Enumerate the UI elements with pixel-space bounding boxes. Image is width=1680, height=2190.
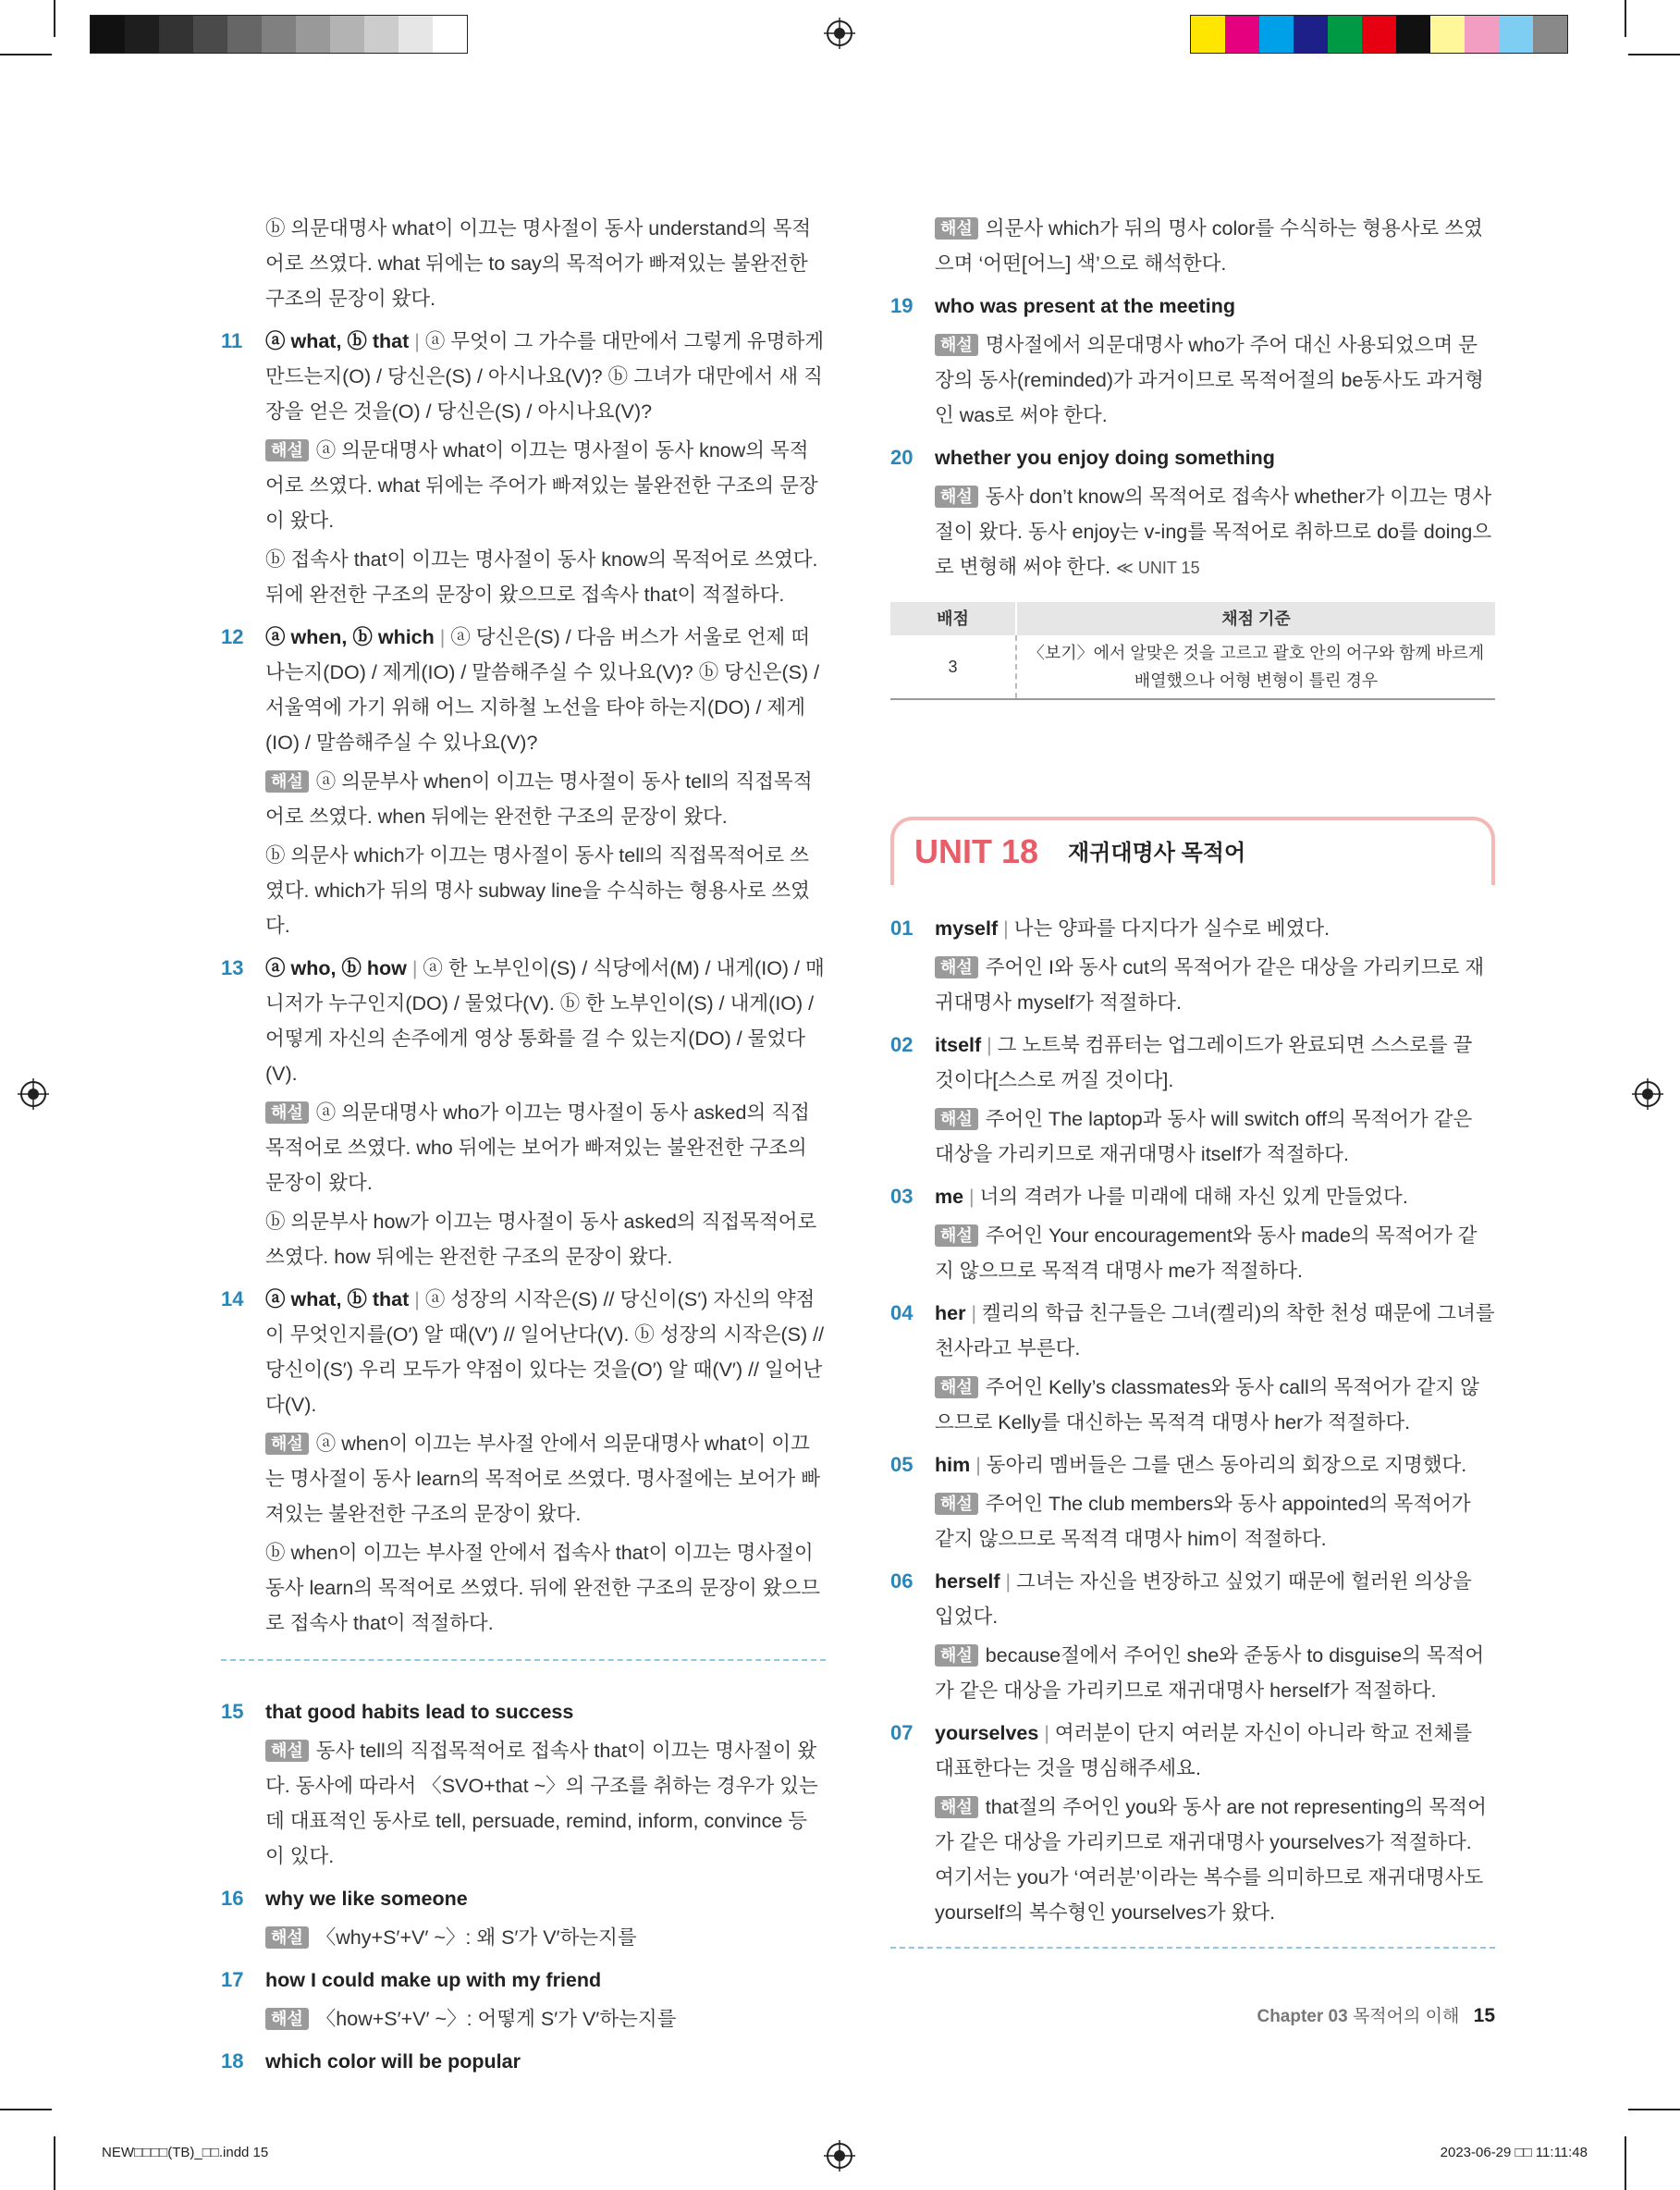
section-divider [221, 1659, 826, 1661]
answer-item [890, 440, 1495, 585]
answer-item [221, 324, 826, 612]
explanation-paragraph [265, 542, 826, 612]
translation-text: ⓐ 당신은(S) / 다음 버스가 서울로 언제 떠나는지(DO) / 제게(IO) / 말씀해주실 수 있나요(V)? ⓑ 당신은(S) / 서울역에 가기 위해 어느 지하철 노선을 타야 하는지(DO) / 제게(IO) / 말씀해주실 수 있나요(V)? [265, 626, 820, 754]
answer-text: itself [935, 1034, 982, 1056]
answer-text: whether you enjoy doing something [935, 447, 1275, 469]
answer-item [890, 1447, 1495, 1556]
explanation-paragraph [265, 1920, 826, 1955]
explanation-text: 동사 don’t know의 목적어로 접속사 whether가 이끄는 명사절이 왔다. 동사 enjoy는 v-ing를 목적어로 취하므로 do를 doing으로 변형해 써야 한다. [935, 486, 1492, 578]
answer-line [935, 1179, 1495, 1214]
explanation-badge: 해설 [935, 486, 978, 508]
slug-filename: NEW□□□□(TB)_□□.indd 15 [102, 2145, 269, 2160]
answer-line [935, 911, 1495, 946]
explanation-badge: 해설 [935, 1224, 978, 1247]
separator-glyph: | [965, 1302, 983, 1324]
unit-header [890, 817, 1495, 885]
explanation-paragraph [935, 1790, 1495, 1930]
continued-explanation [890, 211, 1495, 281]
explanation-text: ⓑ 의문대명사 what이 이끄는 명사절이 동사 understand의 목적어로 쓰였다. what 뒤에는 to say의 목적어가 빠져있는 불완전한 구조의 문장이 왔다. [265, 217, 812, 310]
explanation-paragraph [265, 1204, 826, 1274]
explanation-paragraph [935, 1486, 1495, 1556]
item-number: 05 [890, 1453, 914, 1476]
explanation-badge: 해설 [265, 770, 309, 793]
explanation-paragraph [935, 1638, 1495, 1708]
separator-glyph: | [409, 1288, 425, 1310]
table-header-criteria: 채점 기준 [1016, 602, 1495, 635]
separator-glyph: | [998, 917, 1014, 940]
item-number: 14 [221, 1287, 244, 1310]
explanation-badge: 해설 [265, 2008, 309, 2030]
item-number: 11 [221, 329, 243, 352]
explanation-text: that절의 주어인 you와 동사 are not representing의 목적어가 같은 대상을 가리키므로 재귀대명사 yourselves가 적절하다. 여기서는 you가 ‘여러분’이라는 복수를 의미하므로 재귀대명사도 yourself의 복수형인 yourselves가 왔다. [935, 1796, 1487, 1924]
crop-mark [1625, 2136, 1626, 2190]
crop-mark [1628, 54, 1680, 55]
explanation-badge: 해설 [265, 439, 309, 461]
table-cell-score: 3 [890, 635, 1016, 699]
answer-item [221, 2044, 826, 2079]
explanation-text: 〈how+S′+V′ ~〉: 어떻게 S′가 V′하는지를 [315, 2008, 677, 2030]
registration-mark-icon [824, 18, 855, 49]
separator-glyph: | [981, 1034, 998, 1056]
explanation-badge: 해설 [935, 1376, 978, 1398]
explanation-paragraph [265, 1535, 826, 1641]
explanation-text: 주어인 The club members와 동사 appointed의 목적어가 같지 않으므로 목적격 대명사 him이 적절하다. [935, 1493, 1471, 1550]
answer-line [265, 324, 826, 429]
answer-text: which color will be popular [265, 2050, 521, 2073]
explanation-badge: 해설 [935, 1644, 978, 1667]
translation-text: ⓐ 성장의 시작은(S) // 당신이(S′) 자신의 약점이 무엇인지를(O′) 알 때(V′) // 일어난다(V). ⓑ 성장의 시작은(S) // 당신이(S′) 우리 모두가 약점이 있다는 것을(O′) 알 때(V′) // 일어난다(V). [265, 1288, 825, 1416]
explanation-badge: 해설 [935, 217, 978, 240]
translation-text: 동아리 멤버들은 그를 댄스 동아리의 회장으로 지명했다. [986, 1454, 1467, 1476]
explanation-text: ⓑ when이 이끄는 부사절 안에서 접속사 that이 이끄는 명사절이 동사 learn의 목적어로 쓰였다. 뒤에 완전한 구조의 문장이 왔으므로 접속사 that이 적절하다. [265, 1542, 821, 1634]
crop-mark [0, 54, 52, 55]
explanation-text: ⓐ 의문대명사 what이 이끄는 명사절이 동사 know의 목적어로 쓰였다. what 뒤에는 주어가 빠져있는 불완전한 구조의 문장이 왔다. [265, 439, 818, 532]
answer-text: who was present at the meeting [935, 295, 1235, 317]
slug-datetime: 2023-06-29 □□ 11:11:48 [1440, 2145, 1588, 2160]
translation-text: ⓐ 한 노부인이(S) / 식당에서(M) / 내게(IO) / 매니저가 누구인지(DO) / 물었다(V). ⓑ 한 노부인이(S) / 내게(IO) / 어떻게 자신의 손주에게 영상 통화를 걸 수 있는지(DO) / 물었다(V). [265, 957, 825, 1085]
answer-text: why we like someone [265, 1888, 468, 1910]
answer-line [265, 1282, 826, 1422]
answer-line [935, 1447, 1495, 1483]
crop-mark [1628, 2109, 1680, 2110]
translation-text: 그녀는 자신을 변장하고 싶었기 때문에 헐러윈 의상을 입었다. [935, 1570, 1472, 1628]
answer-text: ⓐ what, ⓑ that [265, 1288, 410, 1310]
answer-text: how I could make up with my friend [265, 1969, 602, 1991]
explanation-paragraph [935, 1218, 1495, 1288]
explanation-text: 의문사 which가 뒤의 명사 color를 수식하는 형용사로 쓰였으며 ‘어떤[어느] 색’으로 해석한다. [935, 217, 1483, 275]
answer-item [890, 1027, 1495, 1172]
explanation-text: 주어인 The laptop과 동사 will switch off의 목적어가 같은 대상을 가리키므로 재귀대명사 itself가 적절하다. [935, 1108, 1473, 1165]
explanation-paragraph [935, 1370, 1495, 1440]
answer-text: myself [935, 917, 999, 940]
answer-item [890, 1179, 1495, 1288]
section-divider [890, 1947, 1495, 1949]
separator-glyph: | [970, 1454, 987, 1476]
explanation-badge: 해설 [935, 1796, 978, 1818]
answer-text: ⓐ who, ⓑ how [265, 957, 407, 979]
answer-line [265, 620, 826, 760]
page-footer [1257, 2002, 1495, 2027]
item-number: 06 [890, 1569, 914, 1593]
explanation-text: ⓐ when이 이끄는 부사절 안에서 의문대명사 what이 이끄는 명사절이 동사 learn의 목적어로 쓰였다. 명사절에는 보어가 빠져있는 불완전한 구조의 문장이 왔다. [265, 1433, 821, 1525]
translation-text: 켈리의 학급 친구들은 그녀(켈리)의 착한 천성 때문에 그녀를 천사라고 부른다. [935, 1302, 1495, 1360]
explanation-text: 〈why+S′+V′ ~〉: 왜 S′가 V′하는지를 [315, 1926, 637, 1949]
explanation-paragraph [265, 838, 826, 943]
item-number: 13 [221, 956, 244, 979]
crop-mark [1625, 0, 1626, 37]
answer-line [935, 1716, 1495, 1786]
answer-line [935, 1027, 1495, 1098]
unit-label: UNIT 18 [914, 832, 1039, 870]
answer-item [221, 951, 826, 1274]
item-number: 07 [890, 1721, 914, 1744]
explanation-paragraph [265, 2001, 826, 2036]
explanation-text: ⓑ 의문부사 how가 이끄는 명사절이 동사 asked의 직접목적어로 쓰였다. how 뒤에는 완전한 구조의 문장이 왔다. [265, 1211, 817, 1268]
explanation-badge: 해설 [265, 1740, 309, 1762]
unit-title: 재귀대명사 목적어 [1068, 841, 1246, 866]
separator-glyph: | [963, 1186, 980, 1208]
explanation-paragraph [265, 1733, 826, 1874]
item-number: 18 [221, 2049, 244, 2073]
item-number: 20 [890, 446, 914, 469]
separator-glyph: | [409, 330, 425, 352]
continued-explanation [221, 211, 826, 316]
answer-text: her [935, 1302, 966, 1324]
registration-mark-icon [1632, 1078, 1663, 1110]
scoring-table [890, 602, 1495, 700]
explanation-paragraph [935, 327, 1495, 433]
explanation-text: ⓐ 의문대명사 who가 이끄는 명사절이 동사 asked의 직접목적어로 쓰였다. who 뒤에는 보어가 빠져있는 불완전한 구조의 문장이 왔다. [265, 1101, 810, 1194]
separator-glyph: | [1038, 1722, 1055, 1744]
item-number: 01 [890, 917, 914, 940]
explanation-badge: 해설 [265, 1926, 309, 1949]
explanation-paragraph [265, 764, 826, 834]
chapter-label: Chapter 03 [1257, 2007, 1348, 2026]
answer-text: that good habits lead to success [265, 1701, 574, 1723]
explanation-badge: 해설 [935, 956, 978, 978]
chapter-title: 목적어의 이해 [1352, 2007, 1460, 2026]
registration-mark-icon [824, 2140, 855, 2172]
answer-line [935, 1564, 1495, 1634]
registration-mark-icon [18, 1078, 49, 1110]
explanation-paragraph [935, 479, 1495, 585]
explanation-text: 주어인 Your encouragement와 동사 made의 목적어가 같지 않으므로 목적격 대명사 me가 적절하다. [935, 1224, 1478, 1282]
table-row [890, 635, 1495, 699]
answer-text: him [935, 1454, 971, 1476]
explanation-text: ⓑ 접속사 that이 이끄는 명사절이 동사 know의 목적어로 쓰였다. 뒤에 완전한 구조의 문장이 왔으므로 접속사 that이 적절하다. [265, 548, 818, 606]
table-header-score: 배점 [890, 602, 1016, 635]
answer-line [935, 1296, 1495, 1366]
answer-text: ⓐ when, ⓑ which [265, 626, 435, 648]
explanation-text: ⓐ 의문부사 when이 이끄는 명사절이 동사 tell의 직접목적어로 쓰였다. when 뒤에는 완전한 구조의 문장이 왔다. [265, 770, 813, 828]
left-column [221, 211, 826, 2086]
separator-glyph: | [434, 626, 451, 648]
answer-line [265, 951, 826, 1091]
explanation-badge: 해설 [935, 1493, 978, 1515]
explanation-text: 주어인 Kelly’s classmates와 동사 call의 목적어가 같지 않으므로 Kelly를 대신하는 목적격 대명사 her가 적절하다. [935, 1376, 1479, 1433]
translation-text: 너의 격려가 나를 미래에 대해 자신 있게 만들었다. [979, 1186, 1408, 1208]
answer-text: herself [935, 1570, 1000, 1593]
answer-item [221, 620, 826, 943]
answer-item [890, 289, 1495, 433]
answer-item [221, 1694, 826, 1874]
separator-glyph: | [999, 1570, 1017, 1593]
table-cell-criteria: 〈보기〉에서 알맞은 것을 고르고 괄호 안의 어구와 함께 바르게 배열했으나 어형 변형이 틀린 경우 [1016, 635, 1495, 699]
item-number: 03 [890, 1185, 914, 1208]
explanation-badge: 해설 [265, 1433, 309, 1455]
answer-item [890, 911, 1495, 1020]
translation-text: 여러분이 단지 여러분 자신이 아니라 학교 전체를 대표한다는 것을 명심해주세요. [935, 1722, 1473, 1779]
explanation-paragraph [935, 950, 1495, 1020]
answer-text: yourselves [935, 1722, 1039, 1744]
answer-text: me [935, 1186, 964, 1208]
explanation-paragraph [265, 433, 826, 538]
item-number: 04 [890, 1301, 914, 1324]
explanation-text: because절에서 주어인 she와 준동사 to disguise의 목적어가 같은 대상을 가리키므로 재귀대명사 herself가 적절하다. [935, 1644, 1485, 1702]
answer-text: ⓐ what, ⓑ that [265, 330, 410, 352]
item-number: 19 [890, 294, 914, 317]
grayscale-swatch-bar [90, 15, 468, 54]
translation-text: ⓐ 무엇이 그 가수를 대만에서 그렇게 유명하게 만드는지(O) / 당신은(S) / 아시나요(V)? ⓑ 그녀가 대만에서 새 직장을 얻은 것을(O) / 당신은(S) / 아시나요(V)? [265, 330, 825, 423]
item-number: 12 [221, 625, 244, 648]
translation-text: 나는 양파를 다지다가 실수로 베였다. [1013, 917, 1331, 940]
crop-mark [54, 2136, 55, 2190]
item-number: 17 [221, 1968, 244, 1991]
answer-item [221, 1962, 826, 2036]
separator-glyph: | [406, 957, 423, 979]
answer-item [221, 1282, 826, 1641]
unit-reference: ≪ UNIT 15 [1116, 559, 1200, 577]
right-column [890, 211, 1495, 1982]
explanation-badge: 해설 [935, 1108, 978, 1130]
color-swatch-bar [1190, 15, 1568, 54]
item-number: 02 [890, 1033, 914, 1056]
explanation-text: 동사 tell의 직접목적어로 접속사 that이 이끄는 명사절이 왔다. 동사에 따라서 〈SVO+that ~〉의 구조를 취하는 경우가 있는데 대표적인 동사로 tell, persuade, remind, inform, convince 등이 있다. [265, 1740, 818, 1867]
explanation-badge: 해설 [935, 334, 978, 356]
answer-item [221, 1881, 826, 1955]
explanation-badge: 해설 [265, 1101, 309, 1124]
explanation-text: 명사절에서 의문대명사 who가 주어 대신 사용되었으며 문장의 동사(reminded)가 과거이므로 목적어절의 be동사도 과거형인 was로 써야 한다. [935, 334, 1484, 426]
explanation-paragraph [265, 1095, 826, 1200]
explanation-text: ⓑ 의문사 which가 이끄는 명사절이 동사 tell의 직접목적어로 쓰였다. which가 뒤의 명사 subway line을 수식하는 형용사로 쓰였다. [265, 844, 810, 937]
answer-item [890, 1564, 1495, 1708]
translation-text: 그 노트북 컴퓨터는 업그레이드가 완료되면 스스로를 끌 것이다[스스로 꺼질 것이다]. [935, 1034, 1473, 1091]
crop-mark [54, 0, 55, 37]
item-number: 16 [221, 1887, 244, 1910]
page-number: 15 [1473, 2005, 1495, 2026]
answer-item [890, 1296, 1495, 1440]
explanation-text: 주어인 I와 동사 cut의 목적어가 같은 대상을 가리키므로 재귀대명사 myself가 적절하다. [935, 956, 1485, 1014]
answer-item [890, 1716, 1495, 1930]
explanation-paragraph [935, 1101, 1495, 1172]
item-number: 15 [221, 1700, 244, 1723]
crop-mark [0, 2109, 52, 2110]
table-header-row [890, 602, 1495, 635]
explanation-paragraph [265, 1426, 826, 1532]
